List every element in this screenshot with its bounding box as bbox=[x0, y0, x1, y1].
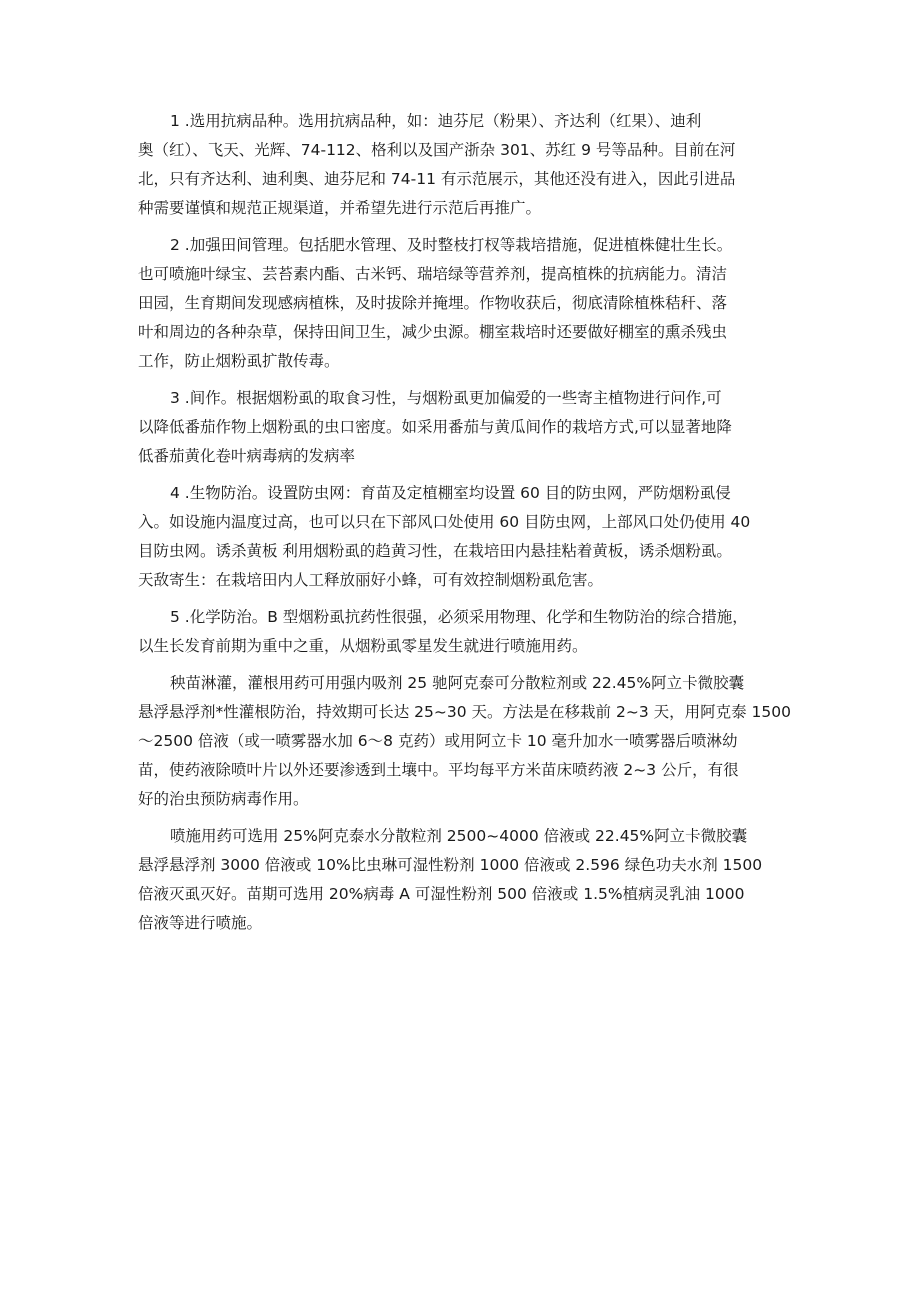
text-line: 以生长发育前期为重中之重，从烟粉虱零星发生就进行喷施用药。 bbox=[138, 637, 588, 655]
text-line: 田园，生育期间发现感病植株，及时拔除并掩埋。作物收获后，彻底清除植株秸秆、落 bbox=[138, 294, 728, 312]
text-line: 奥（红）、飞天、光辉、74-112、格利以及国产浙杂 301、苏红 9 号等品种。目前在河 bbox=[138, 141, 736, 159]
text-line: 低番茄黄化卷叶病毒病的发病率 bbox=[138, 447, 356, 465]
text-line: 目防虫网。诱杀黄板 利用烟粉虱的趋黄习性，在栽培田内悬挂粘着黄板，诱杀烟粉虱。 bbox=[138, 542, 732, 560]
text-line: 喷施用药可选用 25%阿克泰水分散粒剂 2500~4000 倍液或 22.45%阿立卡微胶囊 bbox=[170, 827, 748, 845]
text-line: ～2500 倍液（或一喷雾器水加 6～8 克药）或用阿立卡 10 毫升加水一喷雾器后喷淋幼 bbox=[138, 732, 738, 750]
paragraph-4 bbox=[138, 479, 790, 595]
text-line: 入。如设施内温度过高，也可以只在下部风口处使用 60 目防虫网，上部风口处仍使用 40 bbox=[138, 513, 751, 531]
paragraph-6 bbox=[138, 669, 790, 814]
text-line: 叶和周边的各种杂草，保持田间卫生，减少虫源。棚室栽培时还要做好棚室的熏杀残虫 bbox=[138, 323, 728, 341]
text-line: 天敌寄生：在栽培田内人工释放丽好小蜂，可有效控制烟粉虱危害。 bbox=[138, 571, 604, 589]
text-line: 1 .选用抗病品种。选用抗病品种，如：迪芬尼（粉果）、齐达利（红果）、迪利 bbox=[170, 112, 702, 130]
text-line: 悬浮悬浮剂*性灌根防治，持效期可长达 25~30 天。方法是在移栽前 2~3 天，用阿克泰 1500 bbox=[138, 703, 791, 721]
paragraph-1 bbox=[138, 107, 790, 223]
text-line: 好的治虫预防病毒作用。 bbox=[138, 790, 309, 808]
text-line: 北，只有齐达利、迪利奥、迪芬尼和 74-11 有示范展示，其他还没有进入，因此引进品 bbox=[138, 170, 736, 188]
text-line: 4 .生物防治。设置防虫网：育苗及定植棚室均设置 60 目的防虫网，严防烟粉虱侵 bbox=[170, 484, 731, 502]
text-line: 种需要谨慎和规范正规渠道，并希望先进行示范后再推广。 bbox=[138, 199, 542, 217]
text-line: 也可喷施叶绿宝、芸苔素内酯、古米钙、瑞培绿等营养剂，提高植株的抗病能力。清洁 bbox=[138, 265, 728, 283]
text-line: 工作，防止烟粉虱扩散传毒。 bbox=[138, 352, 340, 370]
document-body bbox=[138, 107, 790, 946]
text-line: 秧苗淋灌，灌根用药可用强内吸剂 25 驰阿克泰可分散粒剂或 22.45%阿立卡微胶囊 bbox=[170, 674, 745, 692]
text-line: 倍液等进行喷施。 bbox=[138, 914, 263, 932]
paragraph-5 bbox=[138, 603, 790, 661]
text-line: 3 .间作。根据烟粉虱的取食习性，与烟粉虱更加偏爱的一些寄主植物进行问作,可 bbox=[170, 389, 722, 407]
text-line: 倍液灭虱灭好。苗期可选用 20%病毒 A 可湿性粉剂 500 倍液或 1.5%植病灵乳油 1000 bbox=[138, 885, 745, 903]
text-line: 苗，使药液除喷叶片以外还要渗透到土壤中。平均每平方米苗床喷药液 2~3 公斤，有很 bbox=[138, 761, 739, 779]
text-line: 5 .化学防治。B 型烟粉虱抗药性很强，必须采用物理、化学和生物防治的综合措施， bbox=[170, 608, 748, 626]
text-line: 以降低番茄作物上烟粉虱的虫口密度。如采用番茄与黄瓜间作的栽培方式,可以显著地降 bbox=[138, 418, 732, 436]
paragraph-2 bbox=[138, 231, 790, 376]
text-line: 悬浮悬浮剂 3000 倍液或 10%比虫琳可湿性粉剂 1000 倍液或 2.596 绿色功夫水剂 1500 bbox=[138, 856, 763, 874]
paragraph-3 bbox=[138, 384, 790, 471]
paragraph-7 bbox=[138, 822, 790, 938]
text-line: 2 .加强田间管理。包括肥水管理、及时整枝打杈等栽培措施，促进植株健壮生长。 bbox=[170, 236, 733, 254]
